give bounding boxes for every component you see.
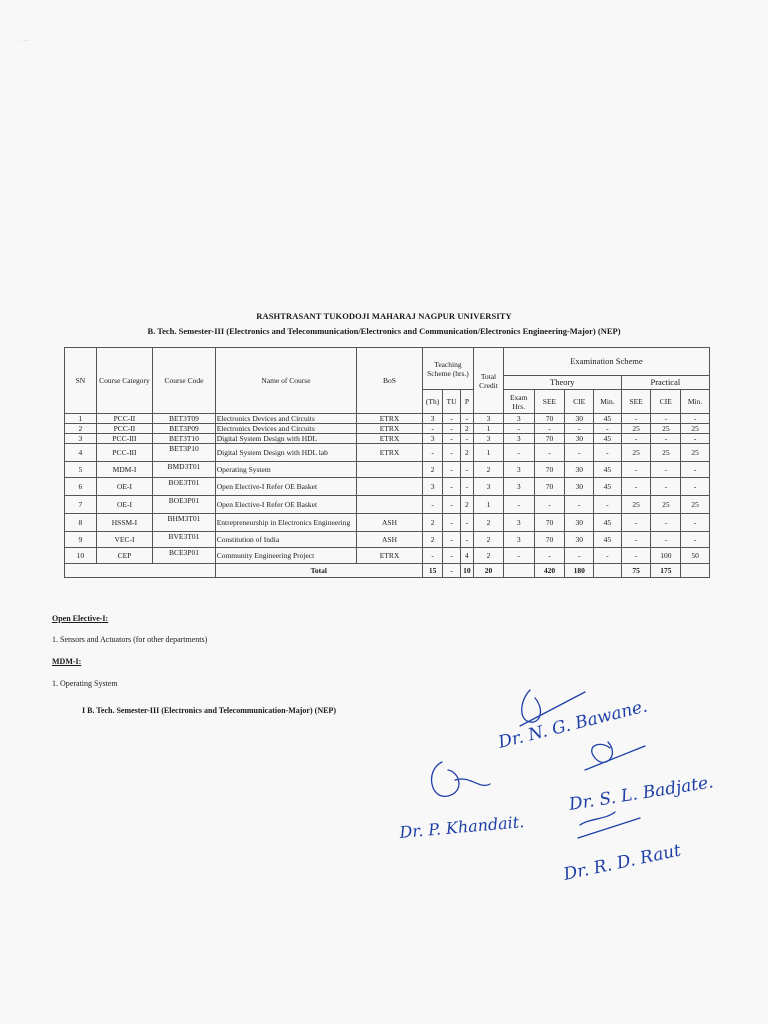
cell-th: 3 <box>422 478 443 496</box>
cell-sn: 8 <box>65 514 97 532</box>
cell-pcie: 25 <box>651 444 681 462</box>
cell-th: - <box>422 444 443 462</box>
cell-min: - <box>594 424 622 434</box>
table-row <box>65 548 710 564</box>
cell-p: 2 <box>460 424 473 434</box>
cell-code: BCE3P01 <box>153 548 216 564</box>
cell-pmin: 25 <box>681 496 710 514</box>
cell-credit: 3 <box>474 434 504 444</box>
cell-sn: 9 <box>65 532 97 548</box>
cell-pmin: 25 <box>681 444 710 462</box>
footer-semester-line: I B. Tech. Semester-III (Electronics and Telecommunication-Major) (NEP) <box>82 706 336 715</box>
cell-see: 70 <box>534 514 565 532</box>
course-scheme-table <box>64 347 710 578</box>
cell-tu: - <box>443 444 460 462</box>
cell-credit: 2 <box>474 462 504 478</box>
cell-min: - <box>594 496 622 514</box>
header-name: Name of Course <box>215 348 357 414</box>
cell-tu: - <box>443 424 460 434</box>
table-row <box>65 424 710 434</box>
total-pcie: 175 <box>651 564 681 578</box>
semester-title: B. Tech. Semester-III (Electronics and Telecommunication/Electronics and Communication/Electronics Engineering-Major) (NEP) <box>147 326 621 336</box>
header-exam-scheme: Examination Scheme <box>503 348 709 376</box>
header-total-credit: Total Credit <box>474 348 504 414</box>
cell-tu: - <box>443 532 460 548</box>
cell-hrs: 3 <box>503 414 534 424</box>
cell-sn: 10 <box>65 548 97 564</box>
cell-pmin: - <box>681 414 710 424</box>
cell-bos: ETRX <box>357 444 423 462</box>
cell-min: 45 <box>594 478 622 496</box>
cell-bos <box>357 496 423 514</box>
header-practical-min: Min. <box>681 390 710 414</box>
cell-bos: ETRX <box>357 434 423 444</box>
cell-pcie: - <box>651 414 681 424</box>
cell-pmin: - <box>681 462 710 478</box>
cell-see: 70 <box>534 414 565 424</box>
cell-cie: 30 <box>565 414 594 424</box>
university-name: RASHTRASANT TUKODOJI MAHARAJ NAGPUR UNIVERSITY <box>256 311 512 321</box>
cell-bos: ETRX <box>357 548 423 564</box>
document-header <box>0 311 768 336</box>
cell-sn: 7 <box>65 496 97 514</box>
cell-name: Constitution of India <box>215 532 357 548</box>
header-cie: CIE <box>565 390 594 414</box>
cell-sn: 2 <box>65 424 97 434</box>
cell-cie: - <box>565 548 594 564</box>
cell-credit: 2 <box>474 548 504 564</box>
table-body <box>65 414 710 578</box>
cell-bos: ETRX <box>357 424 423 434</box>
header-bos: BoS <box>357 348 423 414</box>
cell-tu: - <box>443 478 460 496</box>
cell-pmin: - <box>681 532 710 548</box>
cell-sn: 1 <box>65 414 97 424</box>
cell-min: 45 <box>594 532 622 548</box>
cell-pcie: - <box>651 462 681 478</box>
cell-hrs: - <box>503 548 534 564</box>
header-practical-see: SEE <box>621 390 651 414</box>
cell-p: - <box>460 414 473 424</box>
cell-bos: ASH <box>357 532 423 548</box>
cell-tu: - <box>443 496 460 514</box>
cell-pcie: 25 <box>651 496 681 514</box>
signatures-block <box>380 680 760 900</box>
cell-cat: VEC-I <box>96 532 152 548</box>
header-tu: TU <box>443 390 460 414</box>
cell-cie: - <box>565 424 594 434</box>
cell-credit: 3 <box>474 414 504 424</box>
cell-name: Entrepreneurship in Electronics Engineering <box>215 514 357 532</box>
total-p: 10 <box>460 564 473 578</box>
cell-hrs: 3 <box>503 514 534 532</box>
header-exam-hrs: Exam Hrs. <box>503 390 534 414</box>
cell-pcie: - <box>651 532 681 548</box>
cell-credit: 2 <box>474 532 504 548</box>
cell-th: 2 <box>422 514 443 532</box>
cell-bos: ETRX <box>357 414 423 424</box>
cell-cat: PCC-III <box>96 444 152 462</box>
header-category: Course Category <box>96 348 152 414</box>
cell-name: Operating System <box>215 462 357 478</box>
cell-code: BET3P10 <box>153 444 216 462</box>
header-code: Course Code <box>153 348 216 414</box>
cell-pcie: 100 <box>651 548 681 564</box>
cell-psee: - <box>621 532 651 548</box>
signature-bawane: Dr. N. G. Bawane. <box>496 696 650 753</box>
cell-tu: - <box>443 434 460 444</box>
total-pmin <box>681 564 710 578</box>
cell-name: Digital System Design with HDL lab <box>215 444 357 462</box>
cell-code: BET3T09 <box>153 414 216 424</box>
cell-th: 2 <box>422 532 443 548</box>
cell-p: - <box>460 532 473 548</box>
cell-pmin: - <box>681 514 710 532</box>
cell-name: Open Elective-I Refer OE Basket <box>215 496 357 514</box>
cell-code: BOE3P01 <box>153 496 216 514</box>
cell-pcie: - <box>651 478 681 496</box>
cell-pmin: - <box>681 434 710 444</box>
cell-bos <box>357 478 423 496</box>
mdm-heading: MDM-I: <box>52 657 82 666</box>
cell-cie: - <box>565 444 594 462</box>
table-row <box>65 444 710 462</box>
mdm-item: 1. Operating System <box>52 679 118 688</box>
cell-code: BET3T10 <box>153 434 216 444</box>
cell-psee: - <box>621 414 651 424</box>
cell-min: 45 <box>594 414 622 424</box>
cell-tu: - <box>443 462 460 478</box>
cell-code: BOE3T01 <box>153 478 216 496</box>
cell-cie: 30 <box>565 514 594 532</box>
cell-psee: - <box>621 548 651 564</box>
total-see: 420 <box>534 564 565 578</box>
cell-p: 4 <box>460 548 473 564</box>
header-practical: Practical <box>621 376 709 390</box>
cell-credit: 1 <box>474 444 504 462</box>
total-hrs <box>503 564 534 578</box>
cell-hrs: - <box>503 424 534 434</box>
total-spacer <box>65 564 216 578</box>
cell-code: BVE3T01 <box>153 532 216 548</box>
cell-code: BMD3T01 <box>153 462 216 478</box>
cell-psee: 25 <box>621 496 651 514</box>
cell-cat: MDM-I <box>96 462 152 478</box>
cell-hrs: 3 <box>503 532 534 548</box>
cell-cat: OE-I <box>96 496 152 514</box>
header-see: SEE <box>534 390 565 414</box>
cell-hrs: 3 <box>503 478 534 496</box>
table-header <box>65 348 710 414</box>
cell-pmin: - <box>681 478 710 496</box>
cell-pcie: - <box>651 514 681 532</box>
cell-sn: 4 <box>65 444 97 462</box>
cell-p: - <box>460 514 473 532</box>
cell-min: - <box>594 548 622 564</box>
cell-cat: HSSM-I <box>96 514 152 532</box>
cell-min: 45 <box>594 514 622 532</box>
cell-psee: 25 <box>621 444 651 462</box>
cell-name: Digital System Design with HDL <box>215 434 357 444</box>
cell-p: - <box>460 434 473 444</box>
table-row <box>65 532 710 548</box>
cell-tu: - <box>443 548 460 564</box>
cell-cat: CEP <box>96 548 152 564</box>
cell-name: Electronics Devices and Circuits <box>215 414 357 424</box>
cell-sn: 5 <box>65 462 97 478</box>
cell-p: 2 <box>460 496 473 514</box>
cell-see: 70 <box>534 478 565 496</box>
cell-pcie: - <box>651 434 681 444</box>
cell-psee: - <box>621 514 651 532</box>
header-th: (Th) <box>422 390 443 414</box>
cell-hrs: 3 <box>503 462 534 478</box>
total-psee: 75 <box>621 564 651 578</box>
cell-hrs: 3 <box>503 434 534 444</box>
cell-code: BHM3T01 <box>153 514 216 532</box>
cell-credit: 3 <box>474 478 504 496</box>
cell-cie: 30 <box>565 478 594 496</box>
total-label: Total <box>215 564 422 578</box>
header-theory: Theory <box>503 376 621 390</box>
cell-hrs: - <box>503 444 534 462</box>
table-row <box>65 514 710 532</box>
total-min <box>594 564 622 578</box>
cell-name: Community Engineering Project <box>215 548 357 564</box>
signature-badjate: Dr. S. L. Badjate. <box>567 772 715 815</box>
total-row <box>65 564 710 578</box>
header-p: P <box>460 390 473 414</box>
cell-hrs: - <box>503 496 534 514</box>
cell-cat: PCC-III <box>96 434 152 444</box>
signature-raut: Dr. R. D. Raut <box>561 840 683 885</box>
cell-see: - <box>534 424 565 434</box>
cell-tu: - <box>443 514 460 532</box>
cell-th: 3 <box>422 414 443 424</box>
header-min: Min. <box>594 390 622 414</box>
cell-credit: 1 <box>474 424 504 434</box>
signature-mark-badjate <box>585 742 645 770</box>
cell-credit: 2 <box>474 514 504 532</box>
cell-bos <box>357 462 423 478</box>
oe-heading: Open Elective-I: <box>52 614 109 623</box>
cell-see: - <box>534 444 565 462</box>
cell-name: Open Elective-I Refer OE Basket <box>215 478 357 496</box>
cell-p: - <box>460 462 473 478</box>
table-row <box>65 478 710 496</box>
cell-cat: OE-I <box>96 478 152 496</box>
cell-name: Electronics Devices and Circuits <box>215 424 357 434</box>
cell-psee: 25 <box>621 424 651 434</box>
total-th: 15 <box>422 564 443 578</box>
cell-cie: 30 <box>565 434 594 444</box>
table-row <box>65 434 710 444</box>
cell-p: - <box>460 478 473 496</box>
header-practical-cie: CIE <box>651 390 681 414</box>
cell-min: 45 <box>594 462 622 478</box>
cell-psee: - <box>621 434 651 444</box>
cell-cat: PCC-II <box>96 424 152 434</box>
cell-cat: PCC-II <box>96 414 152 424</box>
cell-see: 70 <box>534 532 565 548</box>
cell-cie: 30 <box>565 462 594 478</box>
total-tu: - <box>443 564 460 578</box>
cell-th: - <box>422 496 443 514</box>
cell-th: 3 <box>422 434 443 444</box>
signature-mark-khandait <box>432 762 490 796</box>
signature-khandait: Dr. P. Khandait. <box>398 812 525 842</box>
table-row <box>65 462 710 478</box>
cell-tu: - <box>443 414 460 424</box>
cell-cie: - <box>565 496 594 514</box>
cell-pcie: 25 <box>651 424 681 434</box>
signature-mark-raut <box>578 812 640 838</box>
cell-see: 70 <box>534 462 565 478</box>
cell-bos: ASH <box>357 514 423 532</box>
cell-code: BET3P09 <box>153 424 216 434</box>
cell-psee: - <box>621 462 651 478</box>
total-credit: 20 <box>474 564 504 578</box>
cell-pmin: 25 <box>681 424 710 434</box>
cell-see: - <box>534 548 565 564</box>
table-row <box>65 496 710 514</box>
cell-cie: 30 <box>565 532 594 548</box>
total-cie: 180 <box>565 564 594 578</box>
cell-min: - <box>594 444 622 462</box>
table-row <box>65 414 710 424</box>
scan-specks: · · · <box>20 38 29 44</box>
cell-credit: 1 <box>474 496 504 514</box>
cell-sn: 3 <box>65 434 97 444</box>
header-teaching: Teaching Scheme (hrs.) <box>422 348 473 390</box>
cell-p: 2 <box>460 444 473 462</box>
header-sn: SN <box>65 348 97 414</box>
cell-psee: - <box>621 478 651 496</box>
cell-sn: 6 <box>65 478 97 496</box>
oe-item: 1. Sensors and Actuators (for other departments) <box>52 635 208 644</box>
cell-th: - <box>422 424 443 434</box>
cell-pmin: 50 <box>681 548 710 564</box>
cell-min: 45 <box>594 434 622 444</box>
cell-see: - <box>534 496 565 514</box>
cell-th: 2 <box>422 462 443 478</box>
cell-see: 70 <box>534 434 565 444</box>
cell-th: - <box>422 548 443 564</box>
